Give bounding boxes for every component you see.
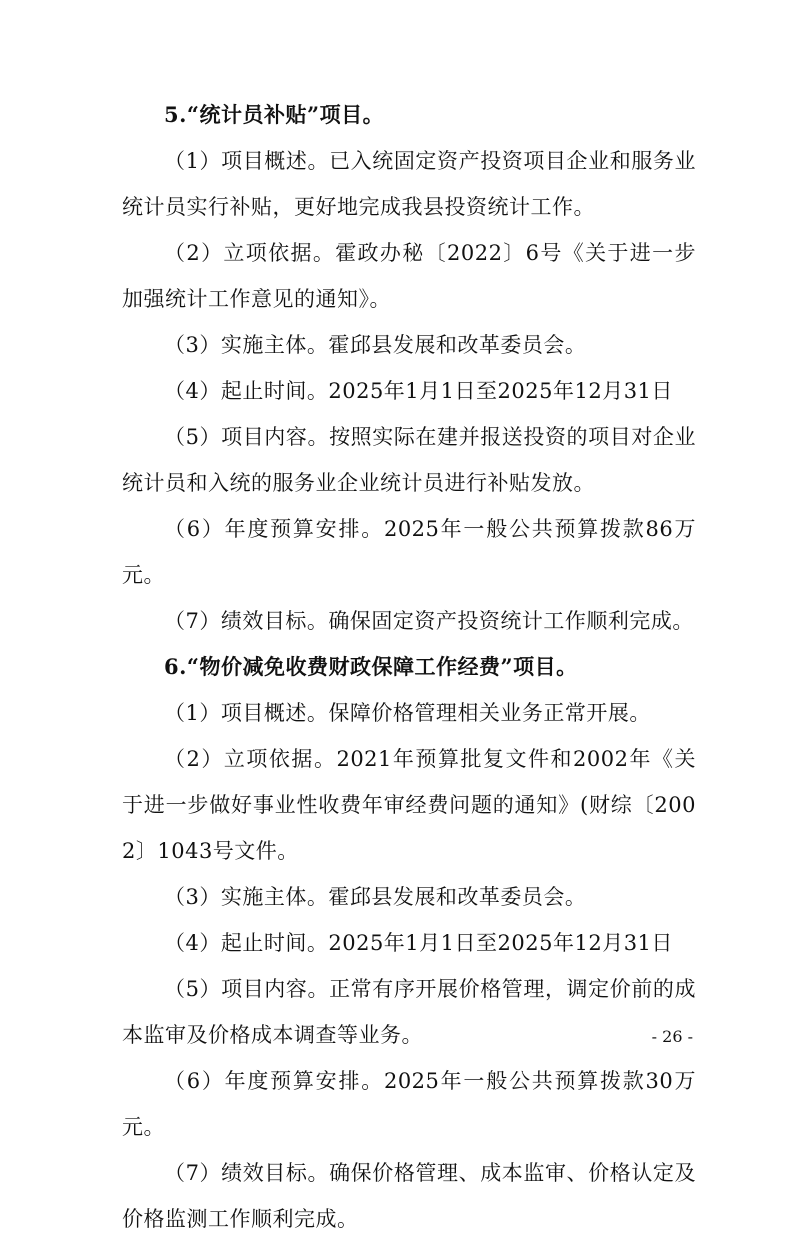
section-heading-5: 5.“统计员补贴”项目。 (164, 102, 385, 127)
paragraph-content: （5）项目内容。正常有序开展价格管理，调定价前的成本监审及价格成本调查等业务。 (122, 977, 696, 1047)
paragraph-goal: （7）绩效目标。确保固定资产投资统计工作顺利完成。 (164, 609, 694, 633)
paragraph-goal: （7）绩效目标。确保价格管理、成本监审、价格认定及价格监测工作顺利完成。 (122, 1161, 696, 1231)
paragraph-implementer: （3）实施主体。霍邱县发展和改革委员会。 (164, 885, 587, 909)
page-number: - 26 - (651, 1027, 693, 1046)
paragraph-overview: （1）项目概述。已入统固定资产投资项目企业和服务业统计员实行补贴，更好地完成我县投资统计工作。 (122, 149, 696, 219)
paragraph-period: （4）起止时间。2025年1月1日至2025年12月31日 (164, 379, 673, 403)
paragraph-content: （5）项目内容。按照实际在建并报送投资的项目对企业统计员和入统的服务业企业统计员进行补贴发放。 (122, 425, 696, 495)
paragraph-budget: （6）年度预算安排。2025年一般公共预算拨款30万元。 (122, 1069, 696, 1139)
paragraph-implementer: （3）实施主体。霍邱县发展和改革委员会。 (164, 333, 587, 357)
paragraph-basis: （2）立项依据。2021年预算批复文件和2002年《关于进一步做好事业性收费年审经费问题的通知》(财综〔2002〕1043号文件。 (122, 747, 696, 863)
paragraph-basis: （2）立项依据。霍政办秘〔2022〕6号《关于进一步加强统计工作意见的通知》。 (122, 241, 696, 311)
section-heading-6: 6.“物价减免收费财政保障工作经费”项目。 (164, 654, 578, 679)
paragraph-overview: （1）项目概述。保障价格管理相关业务正常开展。 (164, 701, 651, 725)
document-body (122, 92, 696, 1242)
paragraph-period: （4）起止时间。2025年1月1日至2025年12月31日 (164, 931, 673, 955)
paragraph-budget: （6）年度预算安排。2025年一般公共预算拨款86万元。 (122, 517, 696, 587)
